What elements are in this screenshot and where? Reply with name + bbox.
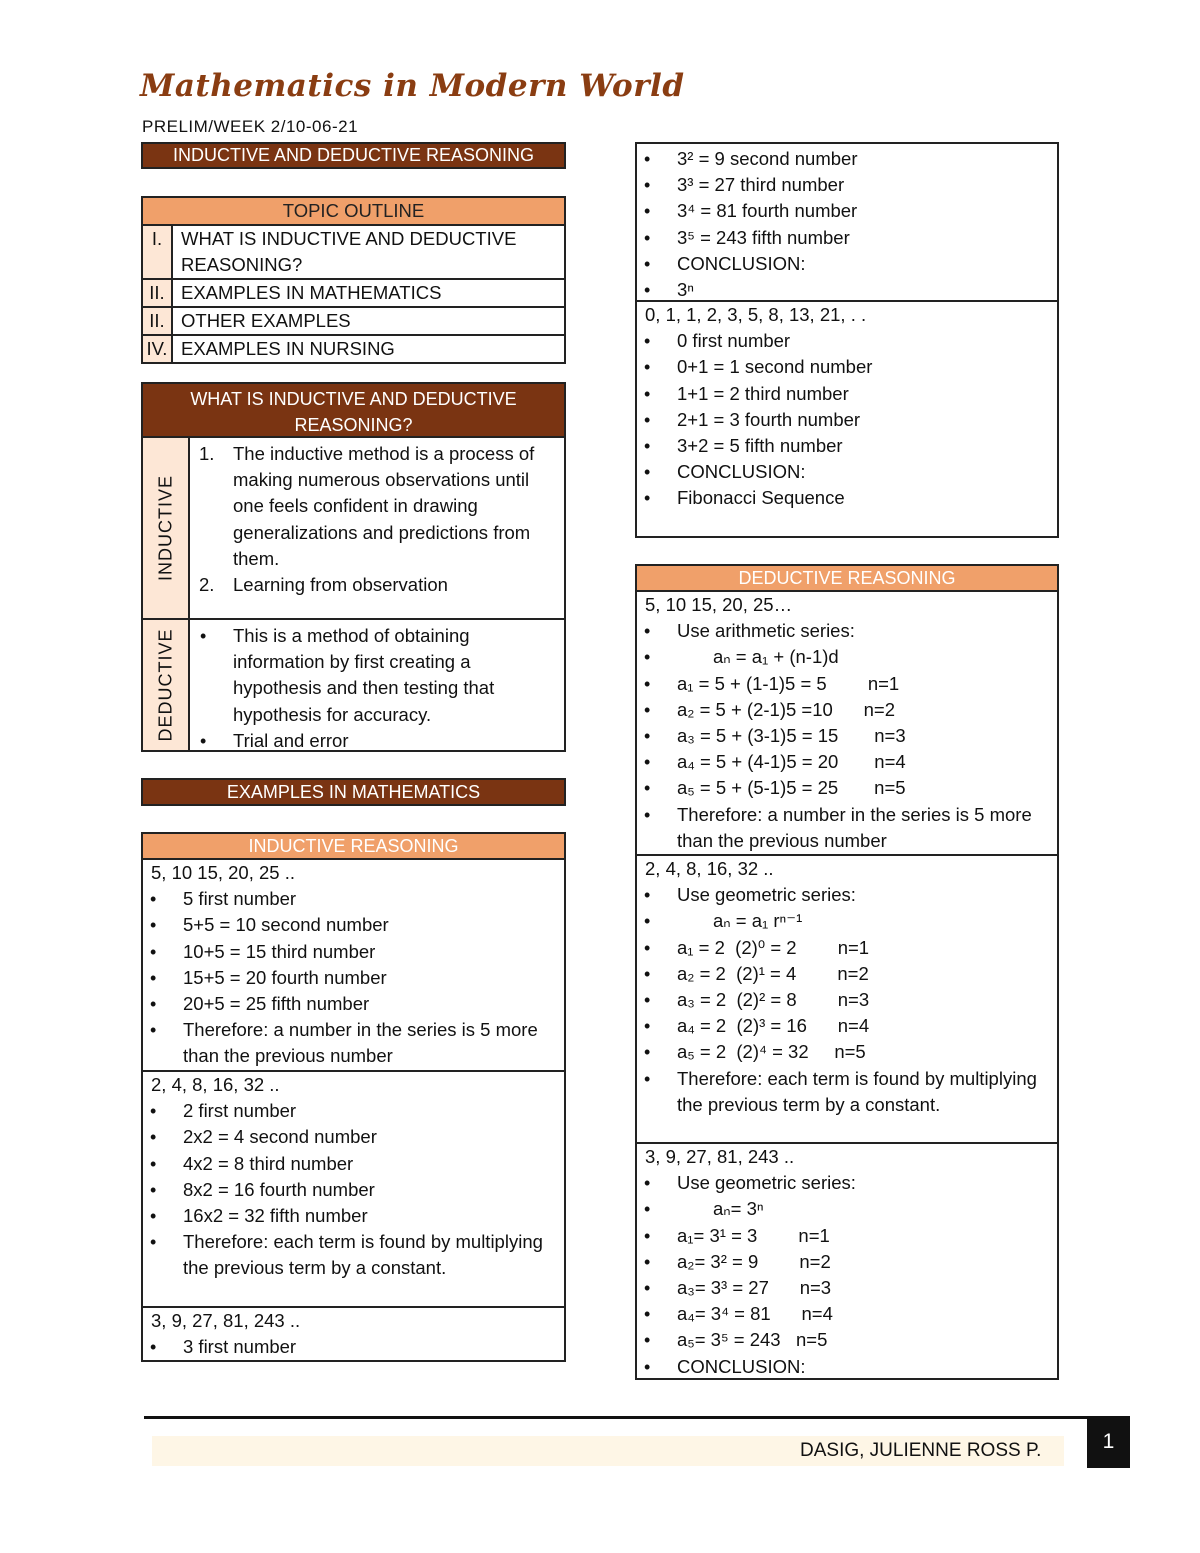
topic-outline-table [141, 196, 566, 364]
footer-author: DASIG, JULIENNE ROSS P. [800, 1440, 1042, 1461]
outline-text: WHAT IS INDUCTIVE AND DEDUCTIVE REASONING? [172, 225, 565, 279]
outline-row [142, 335, 565, 363]
deductive-example-2 [635, 854, 1059, 1144]
formula-item: • a₁ = 2 (2)⁰ = 2 n=1 [637, 935, 1057, 961]
formula-item: • a₅ = 5 + (5-1)5 = 25 n=5 [637, 775, 1057, 801]
deductive-reasoning-heading: DEDUCTIVE REASONING [635, 564, 1059, 592]
formula-item: • a₃ = 2 (2)² = 8 n=3 [637, 987, 1057, 1013]
sequence-label: 2, 4, 8, 16, 32 .. [151, 1074, 280, 1095]
footer-divider [144, 1416, 1130, 1419]
list-item: • 0 first number [637, 328, 1057, 354]
formula-item: • a₅ = 2 (2)⁴ = 32 n=5 [637, 1039, 1057, 1065]
list-item: • Trial and error [193, 728, 558, 754]
formula-item: • a₅= 3⁵ = 243 n=5 [637, 1327, 1057, 1353]
formula-item: • a₄ = 2 (2)³ = 16 n=4 [637, 1013, 1057, 1039]
outline-row [142, 307, 565, 335]
deductive-row [141, 618, 566, 752]
list-item: • 16x2 = 32 fifth number [143, 1203, 564, 1229]
examples-heading: EXAMPLES IN MATHEMATICS [141, 778, 566, 806]
sequence-label: 3, 9, 27, 81, 243 .. [645, 1146, 795, 1167]
main-heading: INDUCTIVE AND DEDUCTIVE REASONING [141, 142, 566, 169]
formula-item: • a₂= 3² = 9 n=2 [637, 1249, 1057, 1275]
inductive-label: INDUCTIVE [155, 474, 175, 582]
outline-number: II. [142, 279, 172, 307]
formula-item: • aₙ = a₁ + (n-1)d [637, 644, 1057, 670]
list-item: • Therefore: each term is found by multiplying the previous term by a constant. [143, 1229, 564, 1281]
outline-number: IV. [142, 335, 172, 363]
deductive-example-3 [635, 1142, 1059, 1380]
list-item: • Use geometric series: [637, 1170, 1057, 1196]
list-item: • This is a method of obtaining information by first creating a hypothesis and then testing that hypothesis for accuracy. [193, 623, 558, 728]
list-item: • 5 first number [143, 886, 564, 912]
sequence-label: 2, 4, 8, 16, 32 .. [645, 858, 774, 879]
list-item: • Fibonacci Sequence [637, 485, 1057, 511]
list-item: 2. Learning from observation [199, 574, 448, 596]
inductive-example-1 [141, 858, 566, 1072]
inductive-example-2 [141, 1070, 566, 1308]
list-item: • 2+1 = 3 fourth number [637, 407, 1057, 433]
formula-item: • a₁= 3¹ = 3 n=1 [637, 1223, 1057, 1249]
deductive-side-label [143, 620, 190, 750]
inductive-example-3 [141, 1306, 566, 1362]
list-item: • 3 first number [143, 1334, 564, 1360]
sequence-label: 5, 10 15, 20, 25 .. [151, 862, 295, 883]
document-title: Mathematics in Modern World [140, 68, 685, 104]
outline-heading: TOPIC OUTLINE [142, 197, 565, 225]
list-item: • CONCLUSION: [637, 1354, 1057, 1380]
list-item: • Therefore: a number in the series is 5 more than the previous number [637, 802, 1057, 854]
list-item: • 2x2 = 4 second number [143, 1124, 564, 1150]
what-is-section [141, 382, 566, 752]
formula-item: • aₙ = a₁ rⁿ⁻¹ [637, 908, 1057, 934]
formula-item: • a₂ = 2 (2)¹ = 4 n=2 [637, 961, 1057, 987]
list-item: • CONCLUSION: [637, 251, 1057, 277]
inductive-side-label [143, 438, 190, 618]
sequence-label: 5, 10 15, 20, 25… [645, 594, 793, 615]
inductive-example-3-continued [635, 142, 1059, 302]
inductive-reasoning-heading: INDUCTIVE REASONING [141, 832, 566, 860]
sequence-label: 3, 9, 27, 81, 243 .. [151, 1310, 301, 1331]
list-item: • 15+5 = 20 fourth number [143, 965, 564, 991]
formula-item: • a₁ = 5 + (1-1)5 = 5 n=1 [637, 671, 1057, 697]
list-item: • 3ⁿ [637, 277, 1057, 303]
sequence-label: 0, 1, 1, 2, 3, 5, 8, 13, 21, . . [645, 304, 867, 325]
list-item: • 5+5 = 10 second number [143, 912, 564, 938]
outline-row [142, 225, 565, 279]
list-item: • Use geometric series: [637, 882, 1057, 908]
inductive-list [193, 441, 558, 598]
formula-item: • a₃ = 5 + (3-1)5 = 15 n=3 [637, 723, 1057, 749]
list-item: • 10+5 = 15 third number [143, 939, 564, 965]
deductive-list [193, 623, 558, 754]
outline-row [142, 279, 565, 307]
list-item: • 3⁴ = 81 fourth number [637, 198, 1057, 224]
outline-number: II. [142, 307, 172, 335]
formula-item: • a₄ = 5 + (4-1)5 = 20 n=4 [637, 749, 1057, 775]
formula-item: • aₙ= 3ⁿ [637, 1196, 1057, 1222]
list-item: • 4x2 = 8 third number [143, 1151, 564, 1177]
outline-text: OTHER EXAMPLES [172, 307, 565, 335]
list-item: • 1+1 = 2 third number [637, 381, 1057, 407]
document-subtitle: PRELIM/WEEK 2/10-06-21 [142, 117, 359, 136]
what-is-heading: WHAT IS INDUCTIVE AND DEDUCTIVE REASONING? [141, 382, 566, 438]
page-number: 1 [1087, 1419, 1130, 1468]
list-item: • 0+1 = 1 second number [637, 354, 1057, 380]
list-item: • 3⁵ = 243 fifth number [637, 225, 1057, 251]
outline-number: I. [142, 225, 172, 279]
fibonacci-example [635, 300, 1059, 538]
outline-text: EXAMPLES IN NURSING [172, 335, 565, 363]
list-item: • 3³ = 27 third number [637, 172, 1057, 198]
formula-item: • a₂ = 5 + (2-1)5 =10 n=2 [637, 697, 1057, 723]
list-item: • 8x2 = 16 fourth number [143, 1177, 564, 1203]
deductive-label: DEDUCTIVE [155, 628, 175, 742]
inductive-row [141, 436, 566, 620]
list-item: • 3² = 9 second number [637, 146, 1057, 172]
list-item: • 3+2 = 5 fifth number [637, 433, 1057, 459]
list-item: • 2 first number [143, 1098, 564, 1124]
formula-item: • a₃= 3³ = 27 n=3 [637, 1275, 1057, 1301]
list-item: • Therefore: a number in the series is 5 more than the previous number [143, 1017, 564, 1069]
list-item: • 20+5 = 25 fifth number [143, 991, 564, 1017]
list-item: • CONCLUSION: [637, 459, 1057, 485]
deductive-example-1 [635, 590, 1059, 856]
list-item: • Therefore: each term is found by multiplying the previous term by a constant. [637, 1066, 1057, 1118]
list-item: • Use arithmetic series: [637, 618, 1057, 644]
formula-item: • a₄= 3⁴ = 81 n=4 [637, 1301, 1057, 1327]
outline-text: EXAMPLES IN MATHEMATICS [172, 279, 565, 307]
list-item: 1. The inductive method is a process of making numerous observations until one feels confident in drawing generalizations and predictions from them. [199, 443, 535, 569]
